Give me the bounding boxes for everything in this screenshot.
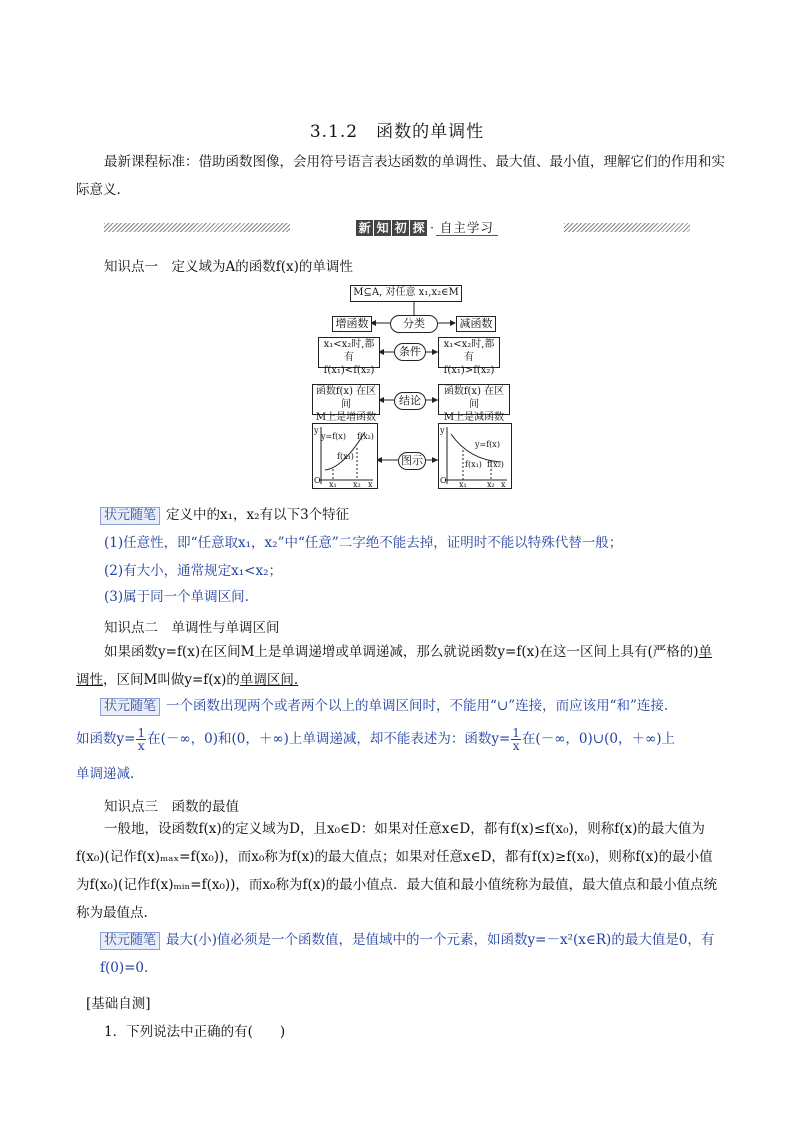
kp2-definition <box>76 638 722 694</box>
diagram-premise: M⊆A, 对任意 x₁,x₂∈M <box>350 285 462 302</box>
cond-inc-line1: x₁<x₂时,都有 <box>323 339 375 363</box>
x2-label: x₂ <box>353 480 361 489</box>
selftest-heading: [基础自测] <box>86 996 151 1012</box>
banner-char: 初 <box>392 220 409 236</box>
fraction <box>511 727 521 752</box>
kp1-heading: 知识点一 定义域为A的函数f(x)的单调性 <box>104 259 353 275</box>
banner-dot: · <box>430 221 434 235</box>
axis-y-label: y <box>440 426 445 435</box>
banner-hatch-right <box>564 223 690 232</box>
banner-char: 知 <box>374 220 391 236</box>
banner-subtitle: 自主学习 <box>436 220 498 236</box>
fraction-denominator: x <box>137 739 145 753</box>
section-banner <box>104 219 690 237</box>
note2-l2b: 在(－∞，0)和(0，＋∞)上单调递减，却不能表述为：函数y= <box>147 731 511 747</box>
page-title: 3.1.2 函数的单调性 <box>309 122 485 142</box>
curriculum-standard: 最新课程标准：借助函数图像，会用符号语言表达函数的单调性、最大值、最小值，理解它们的作用和实际意义. <box>76 154 725 198</box>
note1-item1: (1)任意性，即“任意取x₁，x₂”中“任意”二字绝不能去掉，证明时不能以特殊代替一般； <box>104 535 623 551</box>
fx2-label: f(x₂) <box>357 432 374 441</box>
note-tag: 状元随笔 <box>100 507 160 525</box>
cond-inc-line2: f(x₁)<f(x₂) <box>323 365 375 376</box>
origin-label: O <box>440 476 447 485</box>
concl-increasing-box <box>312 384 380 423</box>
decreasing-graph <box>438 423 512 489</box>
note2-line2 <box>76 724 736 754</box>
increasing-graph <box>312 423 378 489</box>
x1-label: x₁ <box>329 480 337 489</box>
classify-oval: 分类 <box>390 315 438 333</box>
note3-text: 最大(小)值必须是一个函数值，是值域中的一个元素，如函数y=－x²(x∈R)的最大值是0，有f(0)=0. <box>100 932 715 976</box>
note1-line <box>100 501 750 529</box>
x2-label: x₂ <box>487 480 495 489</box>
concl-dec-line2: M上是减函数 <box>443 412 505 423</box>
graph-oval: 图示 <box>398 452 426 470</box>
increasing-box: 增函数 <box>332 316 372 332</box>
condition-oval: 条件 <box>394 343 426 361</box>
note2-l2a: 如函数y= <box>76 731 136 747</box>
fraction-numerator: 1 <box>137 726 146 740</box>
note1-item3: (3)属于同一个单调区间. <box>104 589 249 605</box>
origin-label: O <box>314 476 321 485</box>
curve-label: y=f(x) <box>475 440 500 449</box>
note3 <box>100 926 752 982</box>
note2-line1-text: 一个函数出现两个或者两个以上的单调区间时，不能用“∪”连接，而应该用“和”连接. <box>166 698 669 714</box>
question-1: 1．下列说法中正确的有( ) <box>104 1024 286 1040</box>
decreasing-box: 减函数 <box>456 316 496 332</box>
banner-char: 新 <box>356 220 373 236</box>
concl-inc-line2: M上是增函数 <box>315 412 377 423</box>
note1-text: 定义中的x₁，x₂有以下3个特征 <box>166 507 350 523</box>
kp2-term-monotonicity: 单调性 <box>76 644 713 688</box>
fx1-label: f(x₁) <box>337 452 354 461</box>
fx1-label: f(x₁) <box>465 460 482 469</box>
banner-hatch-left <box>104 223 290 232</box>
concl-inc-line1: 函数f(x) 在区间 <box>315 386 377 410</box>
cond-dec-line2: f(x₁)>f(x₂) <box>443 365 495 376</box>
kp2-text-b: ，区间M叫做y=f(x)的 <box>103 672 240 688</box>
x1-label: x₁ <box>459 480 467 489</box>
banner-title <box>296 219 558 237</box>
note2-l2c: 在(－∞，0)∪(0，＋∞)上 <box>521 731 675 747</box>
concl-dec-line1: 函数f(x) 在区间 <box>443 386 505 410</box>
fraction <box>136 727 146 752</box>
kp2-heading: 知识点二 单调性与单调区间 <box>104 620 280 636</box>
fraction-denominator: x <box>512 739 520 753</box>
axis-y-label: y <box>314 426 319 435</box>
cond-dec-line1: x₁<x₂时,都有 <box>443 339 495 363</box>
conclusion-oval: 结论 <box>394 392 426 410</box>
monotonicity-diagram <box>308 283 520 493</box>
note-tag: 状元随笔 <box>100 932 160 950</box>
kp2-term-interval: 单调区间. <box>239 672 299 688</box>
note2-line3: 单调递减. <box>76 766 135 782</box>
kp3-heading: 知识点三 函数的最值 <box>104 799 239 815</box>
fx2-label: f(x₂) <box>487 460 504 469</box>
cond-increasing-box <box>318 337 380 376</box>
banner-char: 探 <box>410 220 427 236</box>
note1-item2: (2)有大小，通常规定x₁<x₂； <box>104 563 282 579</box>
kp2-text-a: 如果函数y=f(x)在区间M上是单调递增或单调递减，那么就说函数y=f(x)在这一区间上具有(严格的) <box>104 644 699 660</box>
axis-x-label: x <box>368 480 373 489</box>
cond-decreasing-box <box>438 337 500 376</box>
note-tag: 状元随笔 <box>100 698 160 716</box>
axis-x-label: x <box>501 480 506 489</box>
curve-label: y=f(x) <box>321 432 346 441</box>
fraction-numerator: 1 <box>512 726 520 740</box>
kp3-definition: 一般地，设函数f(x)的定义域为D，且x₀∈D：如果对任意x∈D，都有f(x)≤f(x₀)，则称f(x)的最大值为f(x₀)(记作f(x)ₘₐₓ=f(x₀))，而x₀称为f(x)的最大值点；如果对任意x∈D，都有f(x)≥f(x₀)，则称f(x)的最小值为f(x₀)(记作f(x)ₘᵢₙ=f(x₀))，而x₀称为f(x)的最小值点．最大值和最小值统称为最值，最大值点和最小值点统称为最值点. <box>76 821 718 921</box>
concl-decreasing-box <box>438 384 510 423</box>
note2-line1 <box>100 692 750 720</box>
